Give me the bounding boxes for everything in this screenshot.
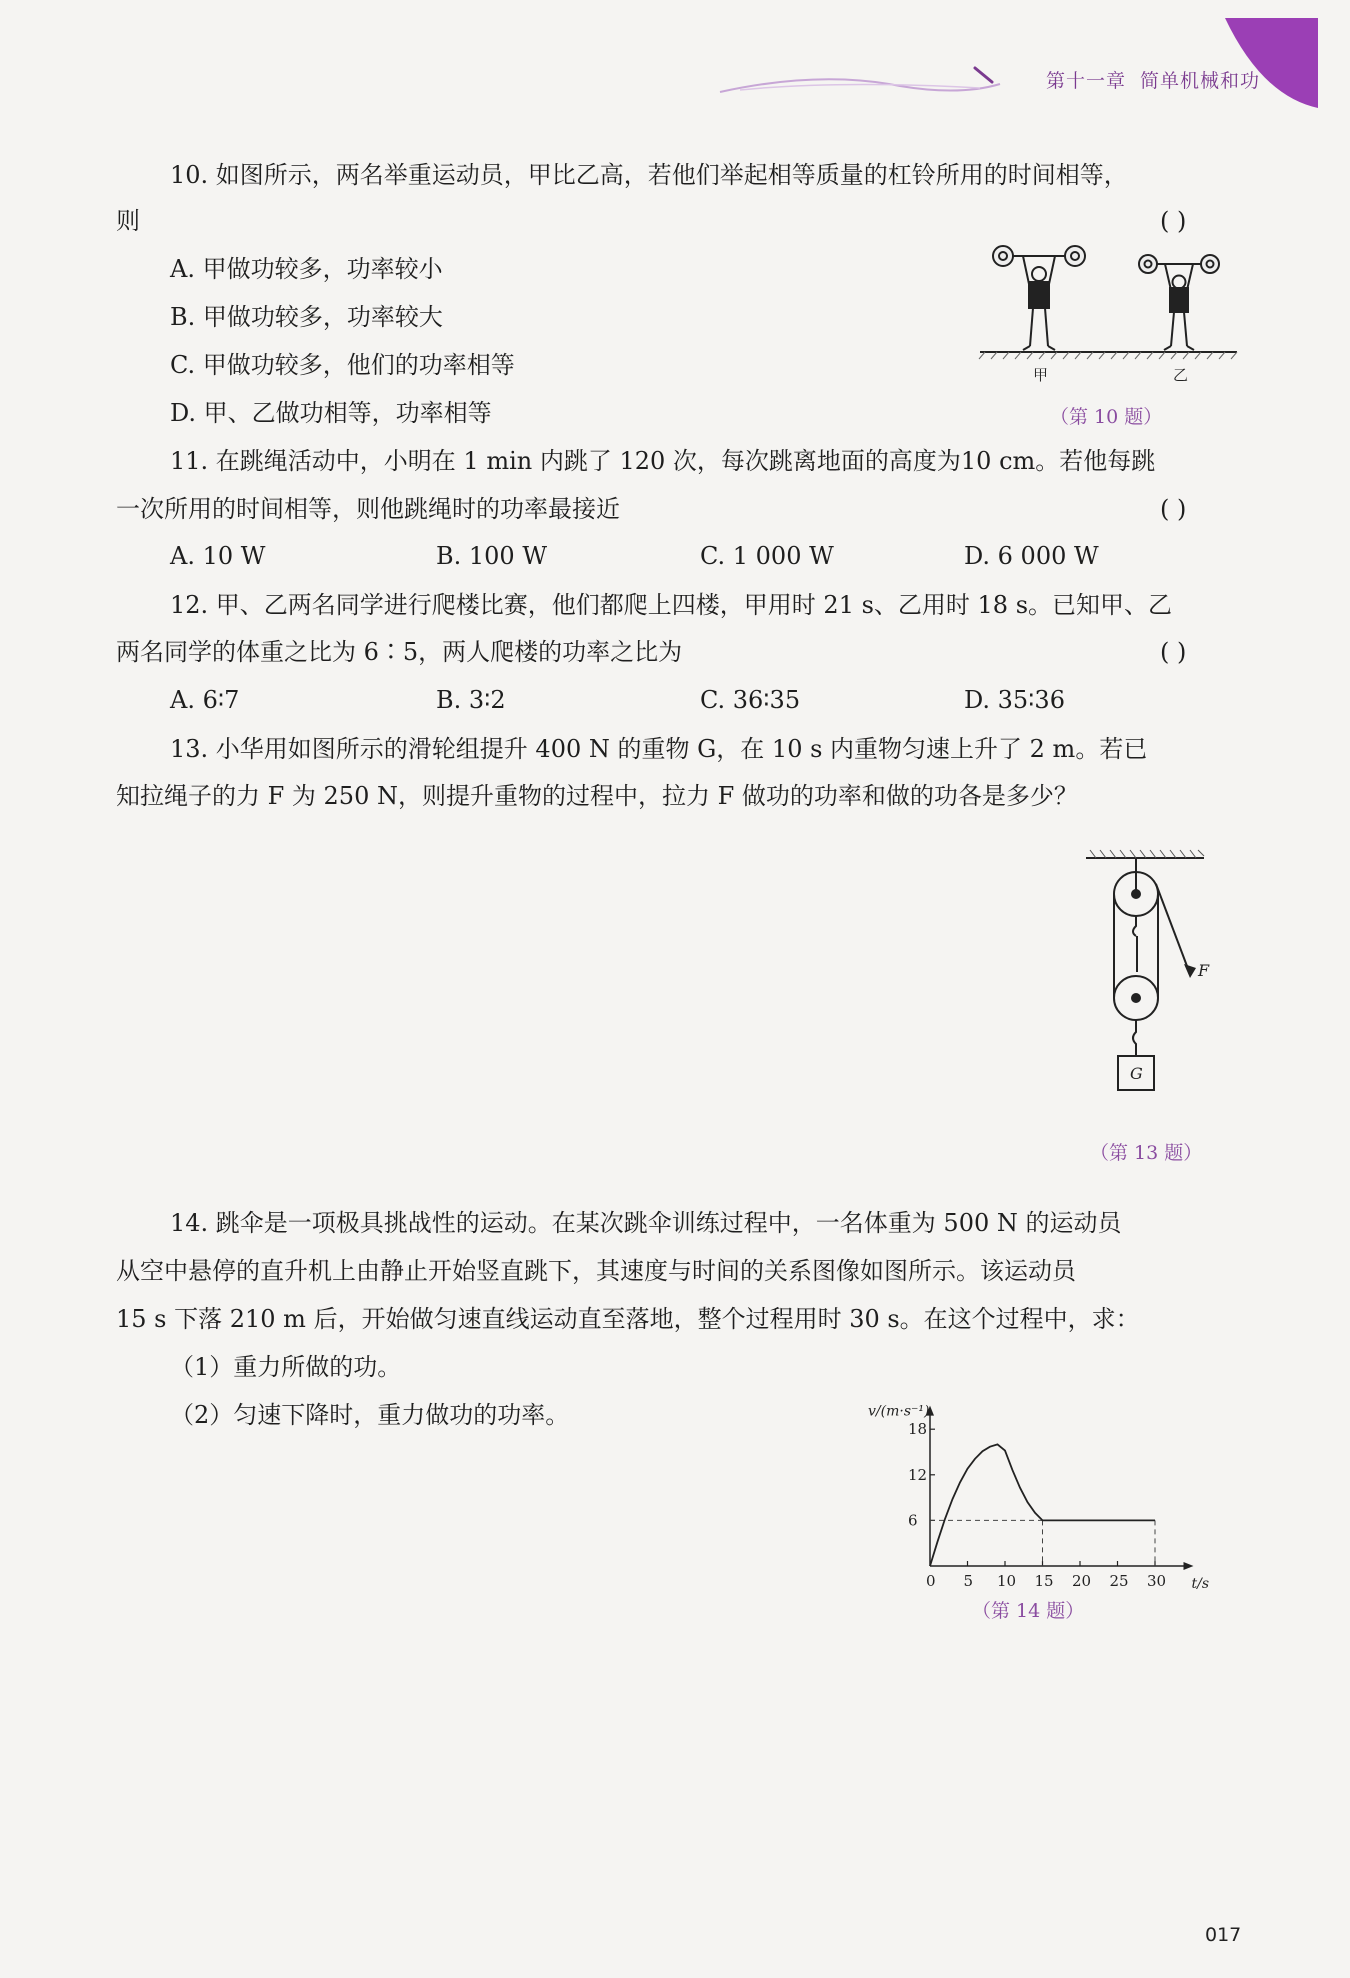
q12-stem-line1: 12. 甲、乙两名同学进行爬楼比赛，他们都爬上四楼，甲用时 21 s、乙用时 18 s。已知甲、乙 — [170, 591, 1173, 619]
y-tick-label: 18 — [908, 1420, 928, 1439]
x-tick-label: 20 — [1072, 1572, 1092, 1590]
chapter-header — [1032, 66, 1260, 93]
q12-option-b: B. 3∶2 — [436, 686, 506, 714]
q14-subquestion-2: （2）匀速下降时，重力做功的功率。 — [170, 1401, 570, 1429]
q12-option-c: C. 36∶35 — [700, 686, 801, 714]
q10-stem-line1: 10. 如图所示，两名举重运动员，甲比乙高，若他们举起相等质量的杠铃所用的时间相等， — [170, 161, 1128, 189]
q14-stem-line3: 15 s 下落 210 m 后，开始做匀速直线运动直至落地，整个过程用时 30 s。在这个过程中，求： — [116, 1305, 1140, 1333]
q14-velocity-time-chart — [840, 1370, 1220, 1590]
q13-figure-caption: （第 13 题） — [1090, 1142, 1203, 1164]
q12-stem-line2: 两名同学的体重之比为 6∶5，两人爬楼的功率之比为 — [116, 638, 683, 666]
force-arrow-icon — [1184, 964, 1196, 978]
q11-stem-line2: 一次所用的时间相等，则他跳绳时的功率最接近 — [116, 495, 620, 523]
x-tick-label: 30 — [1147, 1572, 1167, 1590]
q12-option-d: D. 35∶36 — [964, 686, 1065, 714]
x-tick-label: 25 — [1109, 1572, 1129, 1590]
q10-option-c: C. 甲做功较多，他们的功率相等 — [170, 351, 515, 379]
x-tick-label: 0 — [926, 1572, 936, 1590]
q10-stem-line2: 则 — [116, 207, 140, 235]
x-axis-label: t/s — [1191, 1576, 1210, 1590]
q14-stem-line2: 从空中悬停的直升机上由静止开始竖直跳下，其速度与时间的关系图像如图所示。该运动员 — [116, 1257, 1076, 1285]
q11-option-b: B. 100 W — [436, 542, 547, 570]
label-force-F: F — [1198, 961, 1210, 980]
y-tick-label: 12 — [908, 1465, 928, 1484]
q10-weightlifters-figure — [975, 238, 1245, 388]
chapter-title: 简单机械和功 — [1139, 70, 1260, 92]
q11-answer-blank: ( ) — [1160, 495, 1187, 523]
q10-option-d: D. 甲、乙做功相等，功率相等 — [170, 399, 492, 427]
q10-answer-blank: ( ) — [1160, 207, 1187, 235]
lifter-jia-icon — [993, 246, 1085, 350]
x-axis-arrow-icon — [1184, 1562, 1194, 1570]
lifter-yi-icon — [1139, 255, 1219, 350]
y-tick-label: 6 — [908, 1511, 918, 1530]
page-number: 017 — [1205, 1924, 1242, 1946]
q14-stem-line1: 14. 跳伞是一项极具挑战性的运动。在某次跳伞训练过程中，一名体重为 500 N 的运动员 — [170, 1209, 1122, 1237]
label-jia: 甲 — [1033, 366, 1049, 384]
q14-figure-caption: （第 14 题） — [972, 1600, 1085, 1622]
q13-pulley-figure — [1080, 848, 1220, 1128]
x-tick-label: 15 — [1034, 1572, 1054, 1590]
q10-figure-caption: （第 10 题） — [1050, 406, 1163, 428]
x-tick-label: 10 — [997, 1572, 1017, 1590]
q11-option-d: D. 6 000 W — [964, 542, 1099, 570]
header-decoration — [0, 0, 1350, 120]
q13-stem-line1: 13. 小华用如图所示的滑轮组提升 400 N 的重物 G，在 10 s 内重物匀速上升了 2 m。若已 — [170, 735, 1148, 763]
q11-option-a: A. 10 W — [170, 542, 266, 570]
q13-stem-line2: 知拉绳子的力 F 为 250 N，则提升重物的过程中，拉力 F 做功的功率和做的功各是多少？ — [116, 782, 1078, 810]
q12-option-a: A. 6∶7 — [170, 686, 240, 714]
x-tick-label: 5 — [963, 1572, 974, 1590]
label-yi: 乙 — [1173, 366, 1189, 384]
y-axis-label: v/(m·s⁻¹) — [868, 1403, 930, 1420]
chapter-number: 第十一章 — [1045, 70, 1126, 92]
q11-option-c: C. 1 000 W — [700, 542, 834, 570]
label-weight-G: G — [1130, 1064, 1143, 1083]
q11-stem-line1: 11. 在跳绳活动中，小明在 1 min 内跳了 120 次，每次跳离地面的高度为10 cm。若他每跳 — [170, 447, 1156, 475]
q10-option-a: A. 甲做功较多，功率较小 — [170, 255, 443, 283]
q10-option-b: B. 甲做功较多，功率较大 — [170, 303, 443, 331]
q12-answer-blank: ( ) — [1160, 638, 1187, 666]
q14-subquestion-1: （1）重力所做的功。 — [170, 1353, 402, 1381]
